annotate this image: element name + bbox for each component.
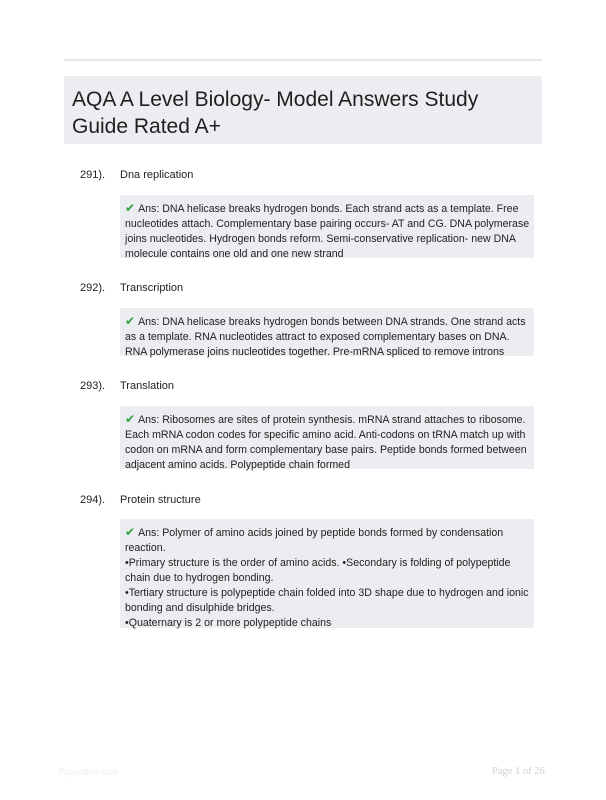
answer-line: •Primary structure is the order of amino acids. •Secondary is folding of polypeptide — [125, 557, 511, 569]
page-title — [72, 86, 534, 140]
title-line-1: AQA A Level Biology- Model Answers Study — [72, 88, 479, 111]
answer-line: nucleotides attach. Complementary base pairing occurs- AT and CG. DNA polymerase — [125, 218, 530, 230]
answer-line: molecule contains one old and one new strand — [125, 248, 344, 260]
answer-box — [120, 519, 534, 628]
answer-line: codon on mRNA and form complementary base pairs. Peptide bonds formed between — [125, 444, 527, 456]
answer-line: ✔ Ans: DNA helicase breaks hydrogen bonds between DNA strands. One strand acts — [125, 314, 526, 328]
top-divider — [64, 59, 542, 61]
check-icon: ✔ — [125, 525, 136, 539]
question-title: Translation — [120, 380, 175, 392]
answer-line: joins nucleotides. Hydrogen bonds reform. Semi-conservative replication- new DNA — [125, 233, 516, 245]
check-icon: ✔ — [125, 201, 136, 215]
question-number: 292). — [80, 282, 106, 294]
page-indicator: Page 1 of 26 — [492, 766, 545, 777]
answer-line: Each mRNA codon codes for specific amino acid. Anti-codons on tRNA match up with — [125, 429, 526, 441]
answer-line: ✔ Ans: Polymer of amino acids joined by peptide bonds formed by condensation — [125, 525, 504, 539]
answer-line: ✔ Ans: Ribosomes are sites of protein synthesis. mRNA strand attaches to ribosome. — [125, 412, 526, 426]
check-icon: ✔ — [125, 314, 136, 328]
answer-line: adjacent amino acids. Polypeptide chain formed — [125, 459, 350, 471]
question-title: Transcription — [120, 282, 184, 294]
answer-line: ✔ Ans: DNA helicase breaks hydrogen bonds. Each strand acts as a template. Free — [125, 201, 519, 215]
answer-box — [120, 406, 534, 469]
answer-line: •Tertiary structure is polypeptide chain folded into 3D shape due to hydrogen and ionic — [125, 587, 529, 599]
answer-line: reaction. — [125, 542, 166, 554]
question-number: 294). — [80, 494, 106, 506]
question-number: 291). — [80, 169, 106, 181]
answer-line: •Quaternary is 2 or more polypeptide chains — [125, 617, 332, 629]
answer-line: as a template. RNA nucleotides attract to exposed complementary bases on DNA. — [125, 331, 510, 343]
title-line-2: Guide Rated A+ — [72, 115, 221, 138]
question-title: Dna replication — [120, 169, 194, 181]
answer-box — [120, 308, 534, 356]
question-number: 293). — [80, 380, 106, 392]
answer-box — [120, 195, 534, 258]
answer-line: chain due to hydrogen bonding. — [125, 572, 274, 584]
check-icon: ✔ — [125, 412, 136, 426]
answer-line: RNA polymerase joins nucleotides together. Pre-mRNA spliced to remove introns — [125, 346, 505, 358]
footer-watermark: Papertible.com — [58, 767, 119, 777]
question-title: Protein structure — [120, 494, 201, 506]
title-banner — [64, 76, 542, 144]
answer-line: bonding and disulphide bridges. — [125, 602, 275, 614]
